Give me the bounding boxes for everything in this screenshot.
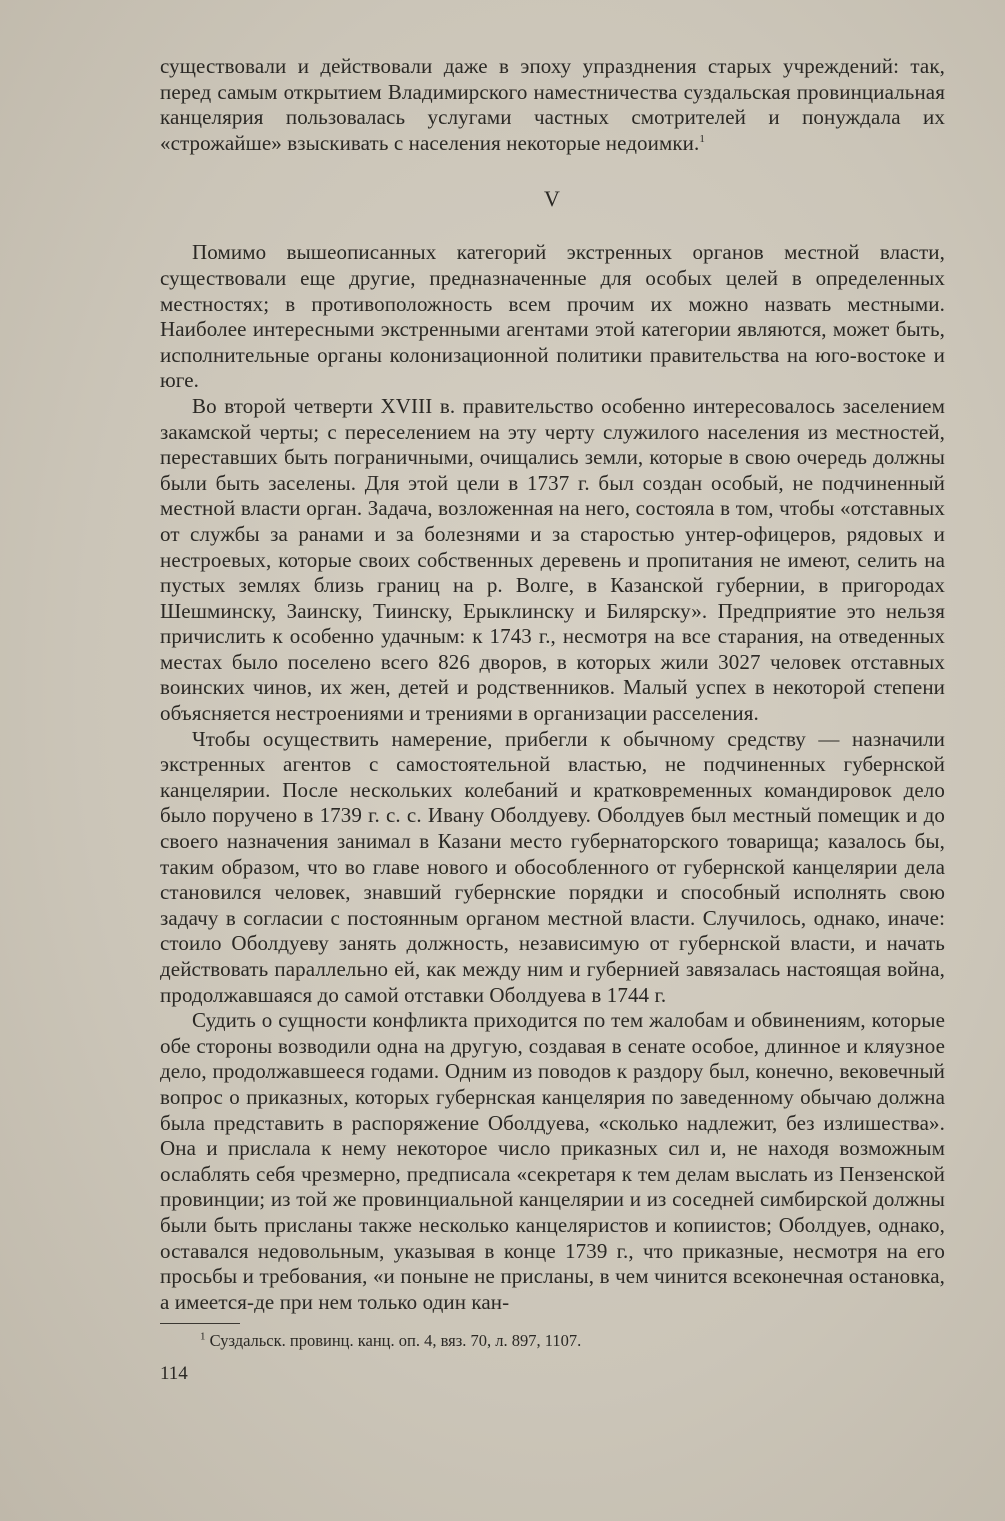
intro-paragraph-text: существовали и действовали даже в эпоху упразднения старых учреждений: так, перед самым открытием Владимирского наместничества суздальская провинциальная канцелярия пользовалась услугами частных смотрителей и понуждала их «строжайше» взыскивать с населения некоторые недоимки. [160,54,945,155]
intro-paragraph [160,54,945,156]
footnote-reference: 1 [699,132,705,145]
footnote [160,1330,945,1352]
footnote-divider [160,1323,240,1324]
footnote-mark: 1 [200,1330,206,1343]
paragraph-zakamsk-line: Во второй четверти XVIII в. правительство особенно интересовалось заселением закамской черты; с переселением на эту черту служилого населения из местностей, переставших быть пограничными, очищались земли, которые в свою очередь должны были быть заселены. Для этой цели в 1737 г. был создан особый, не подчиненный местной власти орган. Задача, возложенная на него, состояла в том, чтобы «отставных от службы за ранами и за болезнями и за старостью унтер-офицеров, рядовых и нестроевых, которые своих собственных деревень и пропитания не имеют, селить на пустых землях близь границ на р. Волге, в Казанской губернии, в пригородах Шешминску, Заинску, Тиинску, Ерыклинску и Билярску». Предприятие это нельзя причислить к особенно удачным: к 1743 г., несмотря на все старания, на отведенных местах было поселено всего 826 дворов, в которых жили 3027 человек отставных воинских чинов, их жен, детей и родственников. Малый успех в некоторой степени объясняется нестроениями и трениями в организации расселения. [160,393,945,726]
paragraph-colonization-agents: Помимо вышеописанных категорий экстренных органов местной власти, существовали еще другие, предназначенные для особых целей в определенных местностях; в противоположность всем прочим их можно назвать местными. Наиболее интересными экстренными агентами этой категории являются, может быть, исполнительные органы колонизационной политики правительства на юго-востоке и юге. [160,240,945,393]
paragraph-conflict: Судить о сущности конфликта приходится по тем жалобам и обвинениям, которые обе стороны возводили одна на другую, создавая в сенате особое, длинное и кляузное дело, продолжавшееся годами. Одним из поводов к раздору был, конечно, вековечный вопрос о приказных, которых губернская канцелярия по заведенному обычаю должна была представить в распоряжение Оболдуева, «сколько надлежит, без излишества». Она и прислала к нему некоторое число приказных сил и, не находя возможным ослаблять себя чрезмерно, предписала «секретаря к тем делам выслать из Пензенской провинции; из той же провинциальной канцелярии и из соседней симбирской должны были быть присланы также несколько канцеляристов и копиистов; Оболдуев, однако, оставался недовольным, указывая в конце 1739 г., что приказные, несмотря на его просьбы и требования, «и поныне не присланы, в чем чинится всеконечная остановка, а имеется-де при нем только один кан- [160,1008,945,1314]
footnote-text: Суздальск. провинц. канц. оп. 4, вяз. 70, л. 897, 1107. [209,1331,582,1351]
page-number: 114 [160,1363,188,1385]
book-page [160,54,945,1386]
paragraph-oboldouev-appointment: Чтобы осуществить намерение, прибегли к обычному средству — назначили экстренных агентов с самостоятельной властью, не подчиненных губернской канцелярии. После нескольких колебаний и кратковременных командировок дело было поручено в 1739 г. с. с. Ивану Оболдуеву. Оболдуев был местный помещик и до своего назначения занимал в Казани место губернаторского товарища; казалось бы, таким образом, что во главе нового и обособленного от губернской канцелярии дела становился человек, знавший губернские порядки и способный исполнять свою задачу в согласии с постоянным органом местной власти. Случилось, однако, иначе: стоило Оболдуеву занять должность, независимую от губернской власти, и начать действовать параллельно ей, как между ним и губернией завязалась настоящая война, продолжавшаяся до самой отставки Оболдуева в 1744 г. [160,726,945,1007]
section-heading: V [544,186,561,212]
